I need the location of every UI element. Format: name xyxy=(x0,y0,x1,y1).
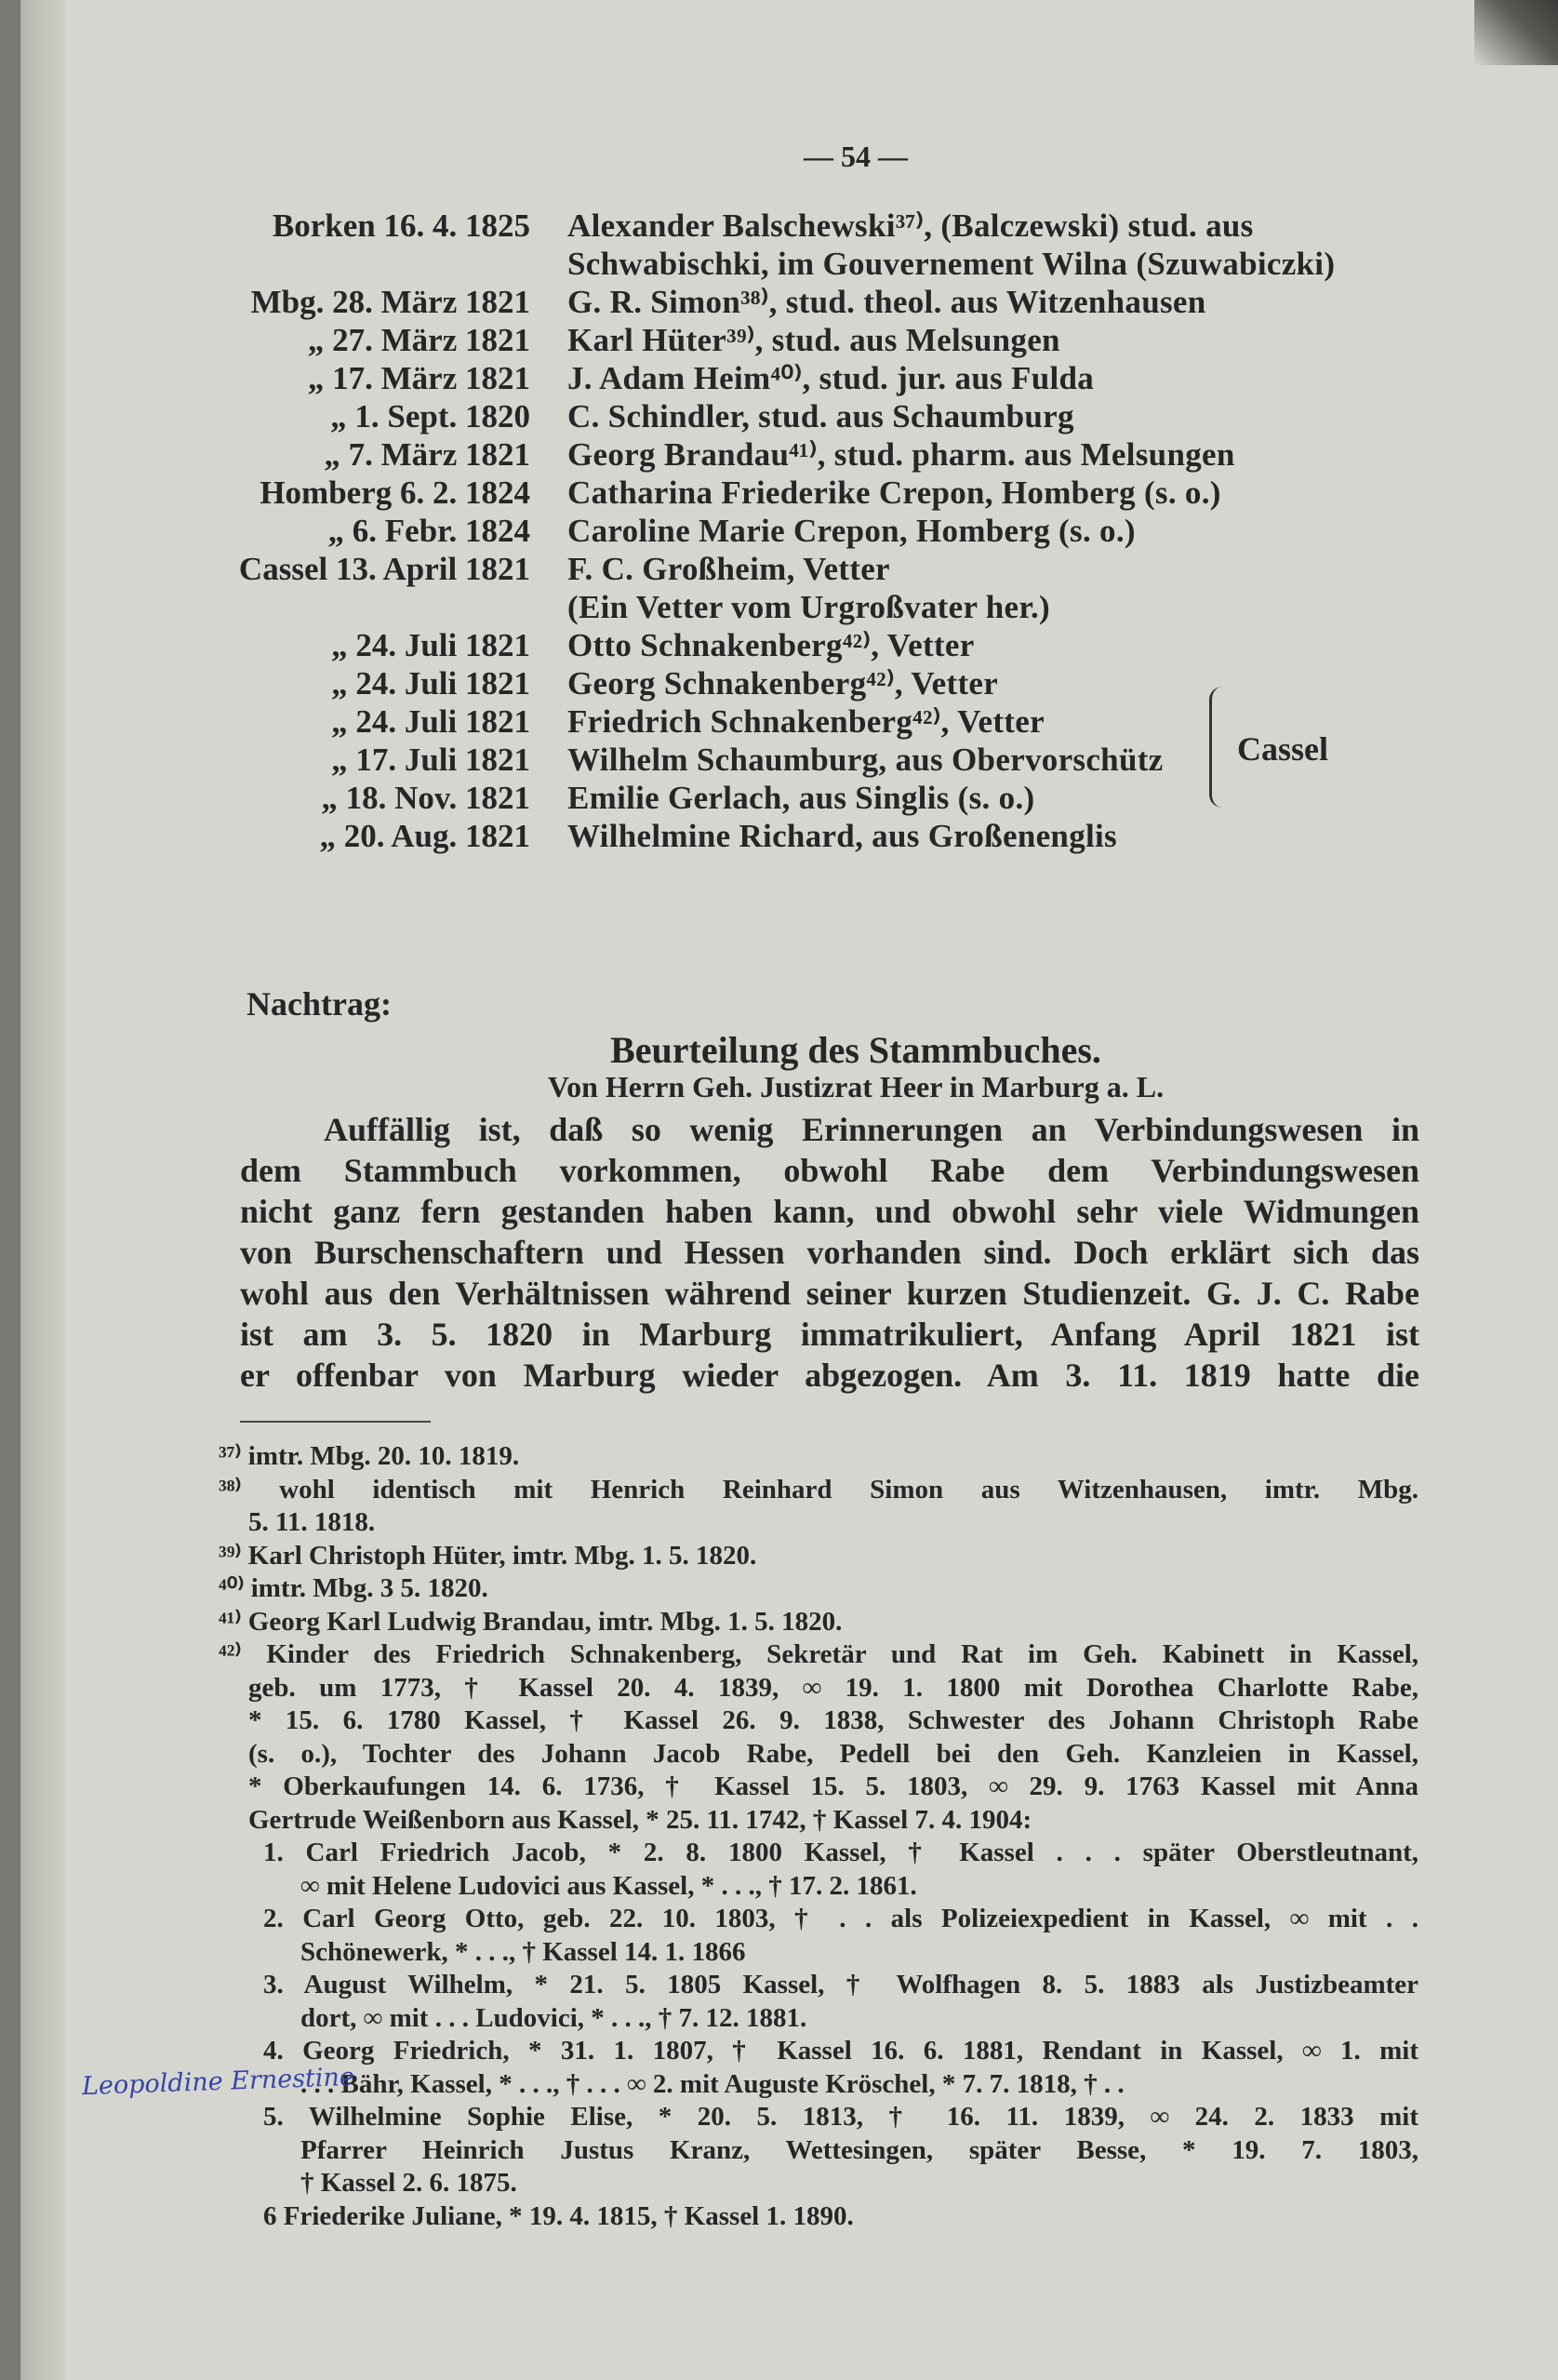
register-entry xyxy=(223,359,1460,397)
entry-date: „ 24. Juli 1821 xyxy=(331,627,530,663)
child-entry-line: dort, ∞ mit . . . Ludovici, * . . ., † 7. 12. 1881. xyxy=(300,2002,807,2033)
register-entry xyxy=(223,779,1460,817)
entry-name: C. Schindler, stud. aus Schaumburg xyxy=(567,398,1074,435)
child-entry-line: 4. Georg Friedrich, * 31. 1. 1807, † Kassel 16. 6. 1881, Rendant in Kassel, ∞ 1. mit xyxy=(263,2036,1418,2066)
register-entry xyxy=(223,474,1460,512)
entry-date: Borken 16. 4. 1825 xyxy=(272,207,530,244)
child-entry-line: 2. Carl Georg Otto, geb. 22. 10. 1803, † . . als Polizeiexpedient in Kassel, ∞ mit . . xyxy=(263,1904,1418,1933)
entry-name: Alexander Balschewski³⁷⁾, (Balczewski) stud. aus xyxy=(567,207,1254,244)
entry-date: Homberg 6. 2. 1824 xyxy=(260,475,530,511)
entry-date xyxy=(223,245,567,283)
register-entry xyxy=(223,435,1460,474)
register-entry xyxy=(223,664,1460,702)
page-corner-shadow xyxy=(1474,0,1558,65)
page-number: — 54 — xyxy=(804,140,908,173)
entry-name: J. Adam Heim⁴⁰⁾, stud. jur. aus Fulda xyxy=(567,360,1095,396)
entry-name: Otto Schnakenberg⁴²⁾, Vetter xyxy=(567,627,975,663)
register-entry xyxy=(223,626,1460,664)
paragraph-line: nicht ganz fern gestanden haben kann, und obwohl sehr viele Widmungen xyxy=(240,1193,1419,1230)
footnote-line: 5. 11. 1818. xyxy=(248,1507,376,1537)
register-entry xyxy=(223,283,1460,321)
child-entry-line: 3. August Wilhelm, * 21. 5. 1805 Kassel, † Wolfhagen 8. 5. 1883 als Justizbeamter xyxy=(263,1970,1418,1999)
body-paragraph xyxy=(240,1109,1419,1396)
entry-name: (Ein Vetter vom Urgroßvater her.) xyxy=(567,589,1050,625)
brace xyxy=(1209,687,1229,808)
entry-name: Caroline Marie Crepon, Homberg (s. o.) xyxy=(567,513,1136,549)
entry-name: Wilhelm Schaumburg, aus Obervorschütz xyxy=(567,742,1164,778)
paragraph-line: dem Stammbuch vorkommen, obwohl Rabe dem Verbindungswesen xyxy=(240,1152,1419,1189)
footnote-line: Gertrude Weißenborn aus Kassel, * 25. 11. 1742, † Kassel 7. 4. 1904: xyxy=(248,1804,1032,1835)
register-entry xyxy=(223,397,1460,435)
section-title: Beurteilung des Stammbuches. xyxy=(610,1029,1101,1071)
entry-name: Georg Brandau⁴¹⁾, stud. pharm. aus Melsungen xyxy=(567,436,1235,473)
footnote-line: * Oberkaufungen 14. 6. 1736, † Kassel 15. 5. 1803, ∞ 29. 9. 1763 Kassel mit Anna xyxy=(248,1772,1418,1801)
paragraph-line: wohl aus den Verhältnissen während seiner kurzen Studienzeit. G. J. C. Rabe xyxy=(240,1275,1419,1312)
entry-date: „ 17. März 1821 xyxy=(307,360,530,396)
book-spine-edge xyxy=(0,0,20,2380)
entry-date: Mbg. 28. März 1821 xyxy=(250,284,530,320)
entry-date xyxy=(223,588,567,626)
footnote-line: ⁴²⁾ Kinder des Friedrich Schnakenberg, Sekretär und Rat im Geh. Kabinett in Kassel, xyxy=(219,1639,1418,1669)
entry-date: „ 6. Febr. 1824 xyxy=(327,513,530,549)
entry-date: „ 17. Juli 1821 xyxy=(331,742,530,778)
child-entry-line: Pfarrer Heinrich Justus Kranz, Wettesingen, später Besse, * 19. 7. 1803, xyxy=(300,2134,1418,2165)
entry-date: „ 18. Nov. 1821 xyxy=(321,780,530,816)
register-entry xyxy=(223,588,1460,626)
footnote-line: ³⁸⁾ wohl identisch mit Henrich Reinhard Simon aus Witzenhausen, imtr. Mbg. xyxy=(219,1474,1418,1504)
entry-date: „ 7. März 1821 xyxy=(324,436,530,473)
footnotes xyxy=(219,1440,1418,2233)
child-entry-line: 6 Friederike Juliane, * 19. 4. 1815, † Kassel 1. 1890. xyxy=(263,2200,854,2231)
entry-name: Friedrich Schnakenberg⁴²⁾, Vetter xyxy=(567,703,1045,740)
child-entry-line: ∞ mit Helene Ludovici aus Kassel, * . . ., † 17. 2. 1861. xyxy=(300,1870,917,1901)
child-entry-line: 5. Wilhelmine Sophie Elise, * 20. 5. 1813, † 16. 11. 1839, ∞ 24. 2. 1833 mit xyxy=(263,2102,1418,2132)
paragraph-line: ist am 3. 5. 1820 in Marburg immatrikuliert, Anfang April 1821 ist xyxy=(240,1316,1419,1353)
paragraph-line: er offenbar von Marburg wieder abgezogen. Am 3. 11. 1819 hatte die xyxy=(240,1357,1419,1394)
entry-name: F. C. Großheim, Vetter xyxy=(567,551,890,587)
brace-label: Cassel xyxy=(1237,730,1328,768)
child-entry-line: † Kassel 2. 6. 1875. xyxy=(300,2168,517,2198)
register-entry xyxy=(223,207,1460,245)
footnote-line: ³⁹⁾ Karl Christoph Hüter, imtr. Mbg. 1. 5. 1820. xyxy=(219,1540,757,1571)
entry-name: G. R. Simon³⁸⁾, stud. theol. aus Witzenhausen xyxy=(567,284,1206,320)
handwritten-annotation: Leopoldine Ernestine xyxy=(81,2062,355,2102)
register-entry xyxy=(223,550,1460,588)
footnote-line: ⁴¹⁾ Georg Karl Ludwig Brandau, imtr. Mbg. 1. 5. 1820. xyxy=(219,1606,843,1637)
entry-name: Wilhelmine Richard, aus Großenenglis xyxy=(567,818,1117,854)
entry-date: „ 24. Juli 1821 xyxy=(331,703,530,740)
paragraph-line: Auffällig ist, daß so wenig Erinnerungen an Verbindungswesen in xyxy=(324,1111,1419,1148)
register-entry xyxy=(223,512,1460,550)
register-entry xyxy=(223,817,1460,855)
entry-name: Georg Schnakenberg⁴²⁾, Vetter xyxy=(567,665,999,702)
footnote-line: ³⁷⁾ imtr. Mbg. 20. 10. 1819. xyxy=(219,1441,520,1471)
child-entry-line: 1. Carl Friedrich Jacob, * 2. 8. 1800 Kassel, † Kassel . . . später Oberstleutnant, xyxy=(263,1838,1418,1867)
register-entry xyxy=(223,321,1460,359)
child-entry-line: . . . Bähr, Kassel, * . . ., † . . . ∞ 2. mit Auguste Kröschel, * 7. 7. 1818, † . . xyxy=(300,2068,1125,2099)
entry-date: Cassel 13. April 1821 xyxy=(238,551,530,587)
paragraph-line: von Burschenschaftern und Hessen vorhanden sind. Doch erklärt sich das xyxy=(240,1234,1419,1271)
section-label: Nachtrag: xyxy=(246,985,392,1023)
entry-name: Catharina Friederike Crepon, Homberg (s. o.) xyxy=(567,475,1221,511)
entry-name: Schwabischki, im Gouvernement Wilna (Szuwabiczki) xyxy=(567,246,1336,282)
entry-date: „ 1. Sept. 1820 xyxy=(330,398,530,435)
child-entry-line: Schönewerk, * . . ., † Kassel 14. 1. 1866 xyxy=(300,1936,746,1967)
footnote-line: * 15. 6. 1780 Kassel, † Kassel 26. 9. 1838, Schwester des Johann Christoph Rabe xyxy=(248,1705,1418,1735)
footnote-divider xyxy=(240,1421,431,1423)
entry-name: Emilie Gerlach, aus Singlis (s. o.) xyxy=(567,780,1035,816)
entry-date: „ 24. Juli 1821 xyxy=(331,665,530,702)
register-entry xyxy=(223,245,1460,283)
footnote-line: geb. um 1773, † Kassel 20. 4. 1839, ∞ 19. 1. 1800 mit Dorothea Charlotte Rabe, xyxy=(248,1672,1418,1703)
entry-date: „ 27. März 1821 xyxy=(307,322,530,358)
entry-name: Karl Hüter³⁹⁾, stud. aus Melsungen xyxy=(567,322,1060,358)
section-author: Von Herrn Geh. Justizrat Heer in Marburg a. L. xyxy=(547,1070,1165,1103)
entry-date: „ 20. Aug. 1821 xyxy=(319,818,530,854)
footnote-line: (s. o.), Tochter des Johann Jacob Rabe, Pedell bei den Geh. Kanzleien in Kassel, xyxy=(248,1738,1418,1769)
footnote-line: ⁴⁰⁾ imtr. Mbg. 3 5. 1820. xyxy=(219,1573,488,1603)
